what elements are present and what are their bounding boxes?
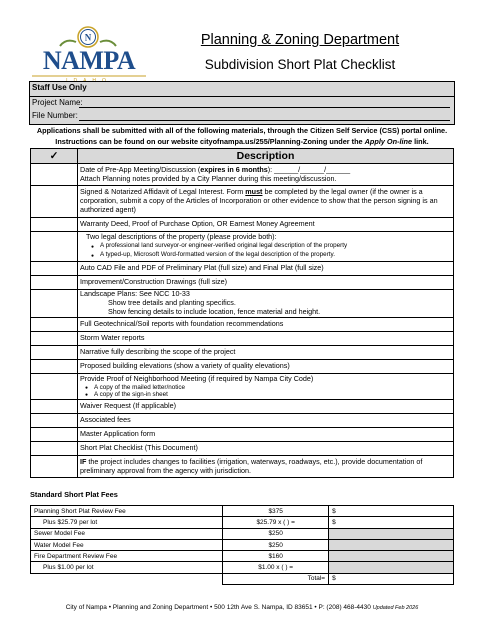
notice-text-end: link. bbox=[412, 136, 429, 146]
pre-app-notes: Attach Planning notes provided by a City Planner during this meeting/discussion. bbox=[80, 173, 337, 183]
checkbox-cell[interactable] bbox=[31, 360, 78, 374]
fee-label: Fire Department Review Fee bbox=[31, 551, 223, 562]
footer-updated: Updated Feb 2026 bbox=[372, 605, 419, 611]
short-plat-checklist-description: Short Plat Checklist (This Document) bbox=[78, 442, 454, 456]
checkbox-cell[interactable] bbox=[31, 218, 78, 232]
form-title: Subdivision Short Plat Checklist bbox=[204, 57, 396, 72]
fees-title: Standard Short Plat Fees bbox=[30, 490, 118, 499]
fee-total-row bbox=[31, 573, 454, 584]
checklist-row-legal bbox=[31, 232, 454, 262]
checklist-row-warranty bbox=[31, 218, 454, 232]
checklist-row-neighborhood bbox=[31, 374, 454, 400]
submission-notice bbox=[30, 126, 454, 147]
nampa-logo bbox=[26, 24, 152, 84]
checklist-table bbox=[30, 148, 454, 478]
facilities-if: IF bbox=[80, 456, 87, 466]
legal-description-cell bbox=[78, 232, 454, 262]
fee-result-field[interactable]: $ bbox=[329, 517, 454, 528]
autocad-description: Auto CAD File and PDF of Preliminary Plat (full size) and Final Plat (full size) bbox=[78, 262, 454, 276]
checkbox-cell[interactable] bbox=[31, 332, 78, 346]
fee-label: Water Model Fee bbox=[31, 539, 223, 550]
checkbox-cell[interactable] bbox=[31, 414, 78, 428]
fee-amount-lot-count[interactable]: $25.79 x ( ) = bbox=[223, 517, 329, 528]
checklist-row-autocad bbox=[31, 262, 454, 276]
landscape-description bbox=[78, 290, 454, 318]
total-label: Total= bbox=[223, 573, 329, 584]
staff-use-heading: Staff Use Only bbox=[32, 83, 87, 92]
description-column-header: Description bbox=[78, 149, 454, 164]
notice-text: Applications shall be submitted with all of the following materials, through the Citizen Self Service (CSS) portal online. Instructions can be found on our website cityofnampa.us/255/Planning-Zoning under the bbox=[36, 126, 448, 146]
footer-address: City of Nampa • Planning and Zoning Department • 500 12th Ave S. Nampa, ID 83651 • P: (208) 468-4430 bbox=[65, 604, 371, 611]
checklist-header-row bbox=[31, 149, 454, 164]
checklist-row-geotech bbox=[31, 318, 454, 332]
warranty-deed-description: Warranty Deed, Proof of Purchase Option, OR Earnest Money Agreement bbox=[78, 218, 454, 232]
fee-row bbox=[31, 506, 454, 517]
fee-label: Plus $25.79 per lot bbox=[31, 517, 223, 528]
list-item: ● A typed-up, Microsoft Word-formatted version of the legal description of the property. bbox=[100, 251, 451, 260]
fees-description: Associated fees bbox=[78, 414, 454, 428]
fee-label: Plus $1.00 per lot bbox=[31, 562, 223, 573]
facilities-description bbox=[78, 456, 454, 478]
neighborhood-list bbox=[80, 384, 451, 398]
project-name-field[interactable] bbox=[79, 107, 450, 108]
fee-amount-lot-count[interactable]: $1.00 x ( ) = bbox=[223, 562, 329, 573]
affidavit-text-rest: be completed by the legal owner (if the owner is a corporation, submit a copy of the Articles of Incorporation or other evidence to show that the person signing is an authorized agent) bbox=[80, 187, 438, 214]
checkbox-cell[interactable] bbox=[31, 290, 78, 318]
checkbox-cell[interactable] bbox=[31, 400, 78, 414]
checkbox-cell[interactable] bbox=[31, 442, 78, 456]
master-app-description: Master Application form bbox=[78, 428, 454, 442]
fee-amount: $375 bbox=[223, 506, 329, 517]
checklist-row-storm bbox=[31, 332, 454, 346]
improvement-description: Improvement/Construction Drawings (full size) bbox=[78, 276, 454, 290]
landscape-title: Landscape Plans: See NCC 10-33 bbox=[80, 289, 190, 299]
legal-desc-list bbox=[86, 242, 451, 260]
pre-app-description bbox=[78, 164, 454, 186]
checklist-row-pre-app bbox=[31, 164, 454, 186]
checklist-row-fees bbox=[31, 414, 454, 428]
project-name-label: Project Name: bbox=[32, 98, 83, 107]
fee-row bbox=[31, 562, 454, 573]
fee-row bbox=[31, 539, 454, 550]
fee-label: Sewer Model Fee bbox=[31, 528, 223, 539]
fee-row bbox=[31, 551, 454, 562]
affidavit-description bbox=[78, 186, 454, 218]
pre-app-text: Date of Pre-App Meeting/Discussion ( bbox=[80, 164, 201, 174]
staff-use-box bbox=[29, 81, 455, 125]
checkbox-cell[interactable] bbox=[31, 164, 78, 186]
checklist-row-master-app bbox=[31, 428, 454, 442]
checklist-row-improvement bbox=[31, 276, 454, 290]
fees-table bbox=[30, 505, 454, 585]
checklist-row-elevations bbox=[31, 360, 454, 374]
fee-result-disabled bbox=[329, 551, 454, 562]
logo-wordmark: NAMPA bbox=[42, 46, 136, 75]
check-column-header: ✓ bbox=[31, 149, 78, 164]
pre-app-date-field[interactable]: ): ______/______/______ bbox=[267, 164, 351, 174]
logo-seal-letter: N bbox=[84, 32, 92, 43]
file-number-label: File Number: bbox=[32, 111, 78, 120]
affidavit-must: must bbox=[245, 187, 263, 197]
checklist-row-short-plat bbox=[31, 442, 454, 456]
narrative-description: Narrative fully describing the scope of the project bbox=[78, 346, 454, 360]
elevations-description: Proposed building elevations (show a variety of quality elevations) bbox=[78, 360, 454, 374]
checkbox-cell[interactable] bbox=[31, 374, 78, 400]
affidavit-text: Signed & Notarized Affidavit of Legal Interest. Form bbox=[80, 187, 246, 197]
fee-row bbox=[31, 528, 454, 539]
checklist-row-narrative bbox=[31, 346, 454, 360]
empty-cell bbox=[31, 573, 223, 584]
checkbox-cell[interactable] bbox=[31, 346, 78, 360]
fee-result-disabled bbox=[329, 562, 454, 573]
fee-result-field[interactable]: $ bbox=[329, 506, 454, 517]
notice-apply-online: Apply On-line bbox=[364, 136, 413, 146]
list-item: ● A professional land surveyor-or engineer-verified original legal description of the property bbox=[100, 242, 451, 251]
fee-amount: $160 bbox=[223, 551, 329, 562]
checkbox-cell[interactable] bbox=[31, 232, 78, 262]
footer bbox=[30, 604, 454, 611]
checkbox-cell[interactable] bbox=[31, 186, 78, 218]
checkbox-cell[interactable] bbox=[31, 262, 78, 276]
checklist-row-waiver bbox=[31, 400, 454, 414]
fee-row bbox=[31, 517, 454, 528]
list-item: ● A copy of the sign-in sheet bbox=[94, 391, 451, 398]
landscape-detail: Show tree details and planting specifics. bbox=[108, 298, 236, 308]
list-item: ● A copy of the mailed letter/notice bbox=[94, 384, 451, 391]
pre-app-expiry: expires in 6 months bbox=[200, 164, 268, 174]
checkbox-cell[interactable] bbox=[31, 456, 78, 478]
geotech-description: Full Geotechnical/Soil reports with foundation recommendations bbox=[78, 318, 454, 332]
file-number-field[interactable] bbox=[79, 120, 450, 121]
fee-label: Planning Short Plat Review Fee bbox=[31, 506, 223, 517]
neighborhood-intro: Provide Proof of Neighborhood Meeting (if required by Nampa City Code) bbox=[80, 374, 314, 384]
fee-amount: $250 bbox=[223, 528, 329, 539]
checklist-row-landscape bbox=[31, 290, 454, 318]
checklist-row-affidavit bbox=[31, 186, 454, 218]
storm-water-description: Storm Water reports bbox=[78, 332, 454, 346]
department-title: Planning & Zoning Department bbox=[200, 32, 400, 48]
checklist-row-facilities bbox=[31, 456, 454, 478]
facilities-text: the project includes changes to facilities (irrigation, waterways, roadways, etc.), provide documentation of preliminary approval from the agency with jurisdiction. bbox=[80, 456, 423, 475]
fee-amount: $250 bbox=[223, 539, 329, 550]
landscape-detail: Show fencing details to include location, fence material and height. bbox=[108, 306, 321, 316]
total-field[interactable]: $ bbox=[329, 573, 454, 584]
checkbox-cell[interactable] bbox=[31, 428, 78, 442]
waiver-description: Waiver Request (If applicable) bbox=[78, 400, 454, 414]
fee-result-disabled bbox=[329, 539, 454, 550]
neighborhood-description bbox=[78, 374, 454, 400]
checkbox-cell[interactable] bbox=[31, 318, 78, 332]
checkbox-cell[interactable] bbox=[31, 276, 78, 290]
fee-result-disabled bbox=[329, 528, 454, 539]
legal-desc-intro: Two legal descriptions of the property (please provide both): bbox=[86, 232, 277, 242]
